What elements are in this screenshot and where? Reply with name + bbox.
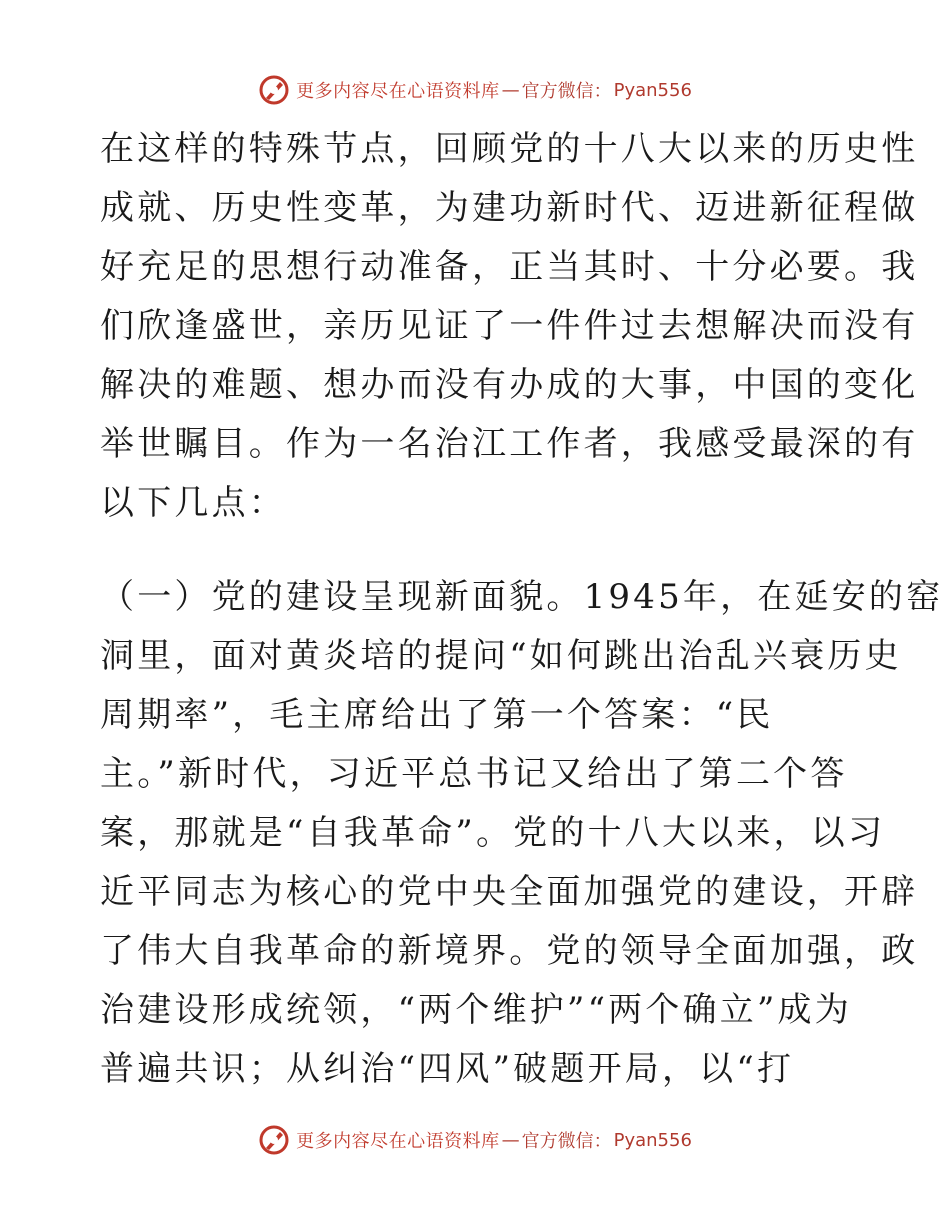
quill-circle-icon <box>258 1124 290 1156</box>
text-line: 主。”新时代，习近平总书记又给出了第二个答 <box>100 754 848 794</box>
text-line: 在这样的特殊节点，回顾党的十八大以来的历史性 <box>100 129 919 169</box>
text-line: （一）党的建设呈现新面貌。1945年，在延安的窑 <box>100 577 944 617</box>
paragraph-1 <box>100 120 919 533</box>
text-line: 们欣逢盛世，亲历见证了一件件过去想解决而没有 <box>100 306 919 346</box>
watermark-official-label: 官方微信： <box>521 81 612 102</box>
text-line: 洞里，面对黄炎培的提问“如何跳出治乱兴衰历史 <box>100 636 902 676</box>
footer-watermark <box>0 1120 950 1160</box>
text-line: 普遍共识；从纠治“四风”破题开局，以“打 <box>100 1049 795 1089</box>
text-line: 治建设形成统领，“两个维护”“两个确立”成为 <box>100 990 852 1030</box>
text-line: 好充足的思想行动准备，正当其时、十分必要。我 <box>100 247 919 287</box>
watermark-main-text: 更多内容尽在心语资料库 <box>296 81 500 102</box>
text-line: 案，那就是“自我革命”。党的十八大以来，以习 <box>100 813 886 853</box>
text-line: 了伟大自我革命的新境界。党的领导全面加强，政 <box>100 931 919 971</box>
text-line: 举世瞩目。作为一名治江工作者，我感受最深的有 <box>100 424 919 464</box>
text-line: 近平同志为核心的党中央全面加强党的建设，开辟 <box>100 872 919 912</box>
watermark-official-label: 官方微信： <box>521 1131 612 1152</box>
watermark-dash: — <box>501 79 520 101</box>
quill-circle-icon <box>258 74 290 106</box>
paragraph-gap <box>100 533 860 568</box>
document-body <box>100 120 944 1099</box>
watermark-main-text: 更多内容尽在心语资料库 <box>296 1131 500 1152</box>
watermark-wechat-id: Pyan556 <box>613 79 692 101</box>
watermark-dash: — <box>501 1129 520 1151</box>
watermark-wechat-id: Pyan556 <box>613 1129 692 1151</box>
header-watermark <box>0 70 950 110</box>
text-line: 解决的难题、想办而没有办成的大事，中国的变化 <box>100 365 919 405</box>
text-line: 以下几点： <box>100 483 286 523</box>
text-line: 成就、历史性变革，为建功新时代、迈进新征程做 <box>100 188 919 228</box>
paragraph-2 <box>100 568 944 1099</box>
text-line: 周期率”，毛主席给出了第一个答案：“民 <box>100 695 774 735</box>
